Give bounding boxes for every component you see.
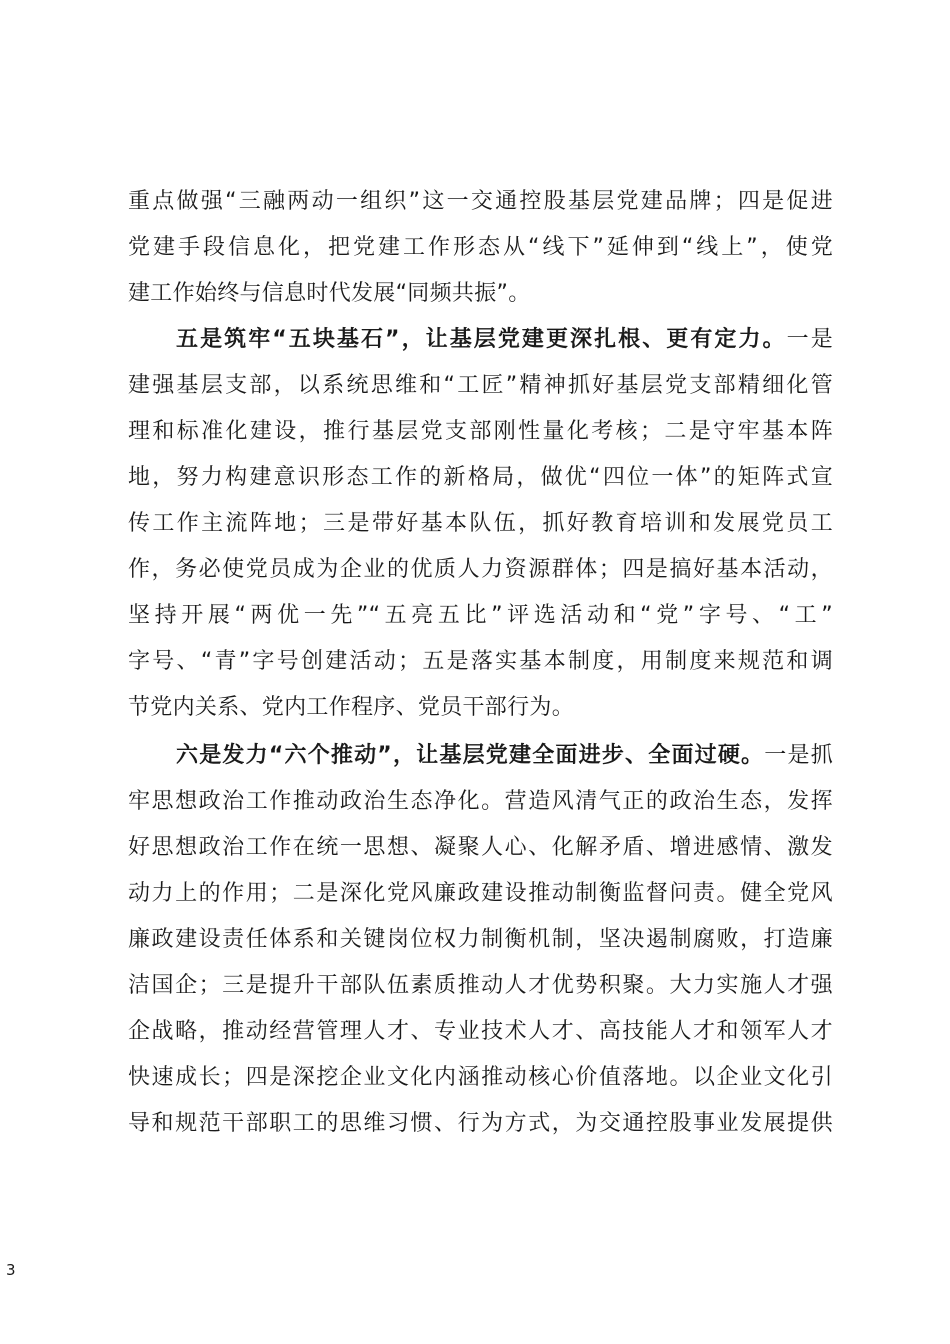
text-line: 廉政建设责任体系和关键岗位权力制衡机制，坚决遏制腐败，打造廉	[128, 927, 833, 952]
text-line: 坚持开展“两优一先”“五亮五比”评选活动和“党”字号、“工”	[128, 603, 833, 628]
text-line: 传工作主流阵地；三是带好基本队伍，抓好教育培训和发展党员工	[128, 511, 833, 536]
text-line: 动力上的作用；二是深化党风廉政建设推动制衡监督问责。健全党风	[128, 881, 833, 906]
text-line: 理和标准化建设，推行基层党支部刚性量化考核；二是守牢基本阵	[128, 419, 833, 444]
text-line: 企战略，推动经营管理人才、专业技术人才、高技能人才和领军人才	[128, 1019, 833, 1044]
text-line: 牢思想政治工作推动政治生态净化。营造风清气正的政治生态，发挥	[128, 789, 833, 814]
text-line	[176, 733, 833, 779]
text-line: 字号、“青”字号创建活动；五是落实基本制度，用制度来规范和调	[128, 649, 833, 674]
text-line: 地，努力构建意识形态工作的新格局，做优“四位一体”的矩阵式宣	[128, 465, 833, 490]
page-number: 3	[6, 1261, 16, 1279]
text-run: 一是	[786, 327, 833, 352]
paragraph-heading: 六是发力“六个推动”，让基层党建全面进步、全面过硬。	[176, 743, 765, 768]
text-line	[176, 317, 833, 363]
text-line: 好思想政治工作在统一思想、凝聚人心、化解矛盾、增进感情、激发	[128, 835, 833, 860]
paragraph-heading: 五是筑牢“五块基石”，让基层党建更深扎根、更有定力。	[176, 327, 787, 352]
text-line: 作，务必使党员成为企业的优质人力资源群体；四是搞好基本活动，	[128, 557, 833, 582]
text-line: 建工作始终与信息时代发展“同频共振”。	[128, 281, 531, 306]
text-line: 洁国企；三是提升干部队伍素质推动人才优势积聚。大力实施人才强	[128, 973, 833, 998]
text-run: 一是抓	[764, 743, 833, 768]
text-line: 导和规范干部职工的思维习惯、行为方式，为交通控股事业发展提供	[128, 1111, 833, 1136]
text-line: 快速成长；四是深挖企业文化内涵推动核心价值落地。以企业文化引	[128, 1065, 833, 1090]
text-line: 节党内关系、党内工作程序、党员干部行为。	[128, 695, 575, 720]
text-line: 建强基层支部，以系统思维和“工匠”精神抓好基层党支部精细化管	[128, 373, 833, 398]
text-line: 党建手段信息化，把党建工作形态从“线下”延伸到“线上”，使党	[128, 235, 833, 260]
text-line: 重点做强“三融两动一组织”这一交通控股基层党建品牌；四是促进	[128, 189, 833, 214]
